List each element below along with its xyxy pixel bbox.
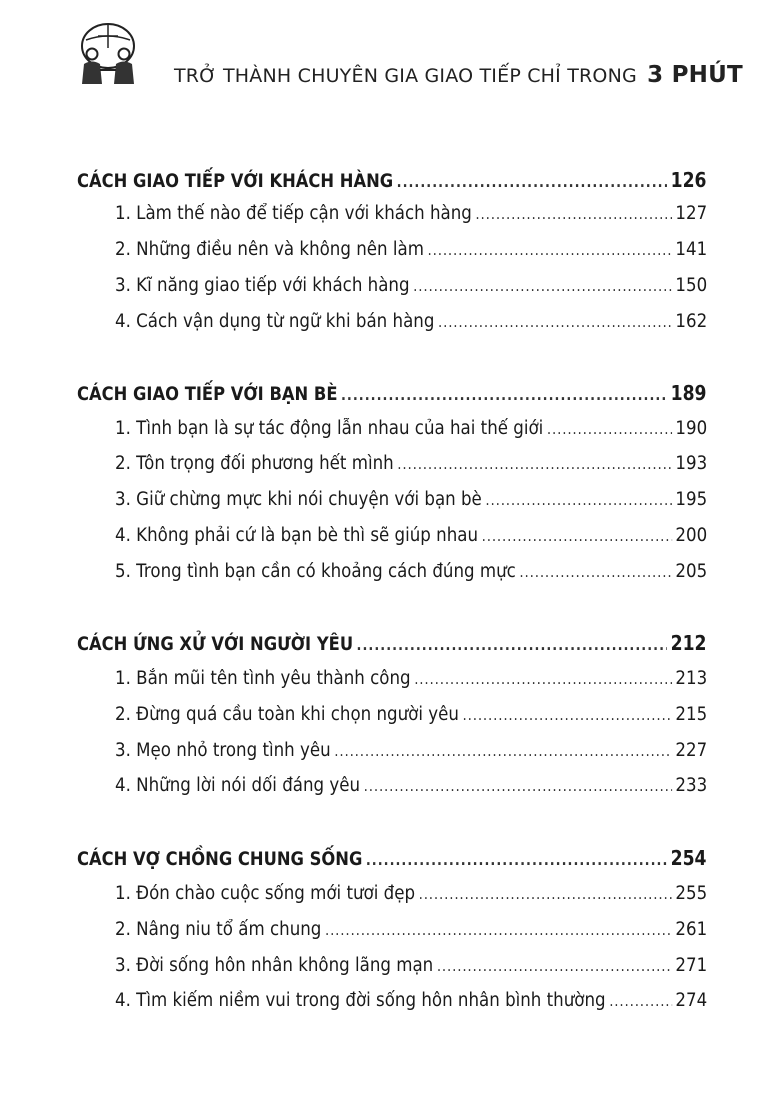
item-page: 127 (675, 203, 708, 224)
item-title: 1. Làm thế nào để tiếp cận với khách hàng (115, 203, 472, 224)
toc-item[interactable] (115, 883, 707, 904)
item-title: 3. Đời sống hôn nhân không lãng mạn (115, 955, 434, 976)
toc-item[interactable] (115, 239, 707, 260)
chapter-title: CÁCH GIAO TIẾP VỚI KHÁCH HÀNG (77, 170, 394, 192)
chapter-page: 189 (670, 381, 707, 405)
chapter-page: 212 (670, 631, 707, 655)
item-page: 193 (675, 453, 708, 474)
dot-leader (414, 670, 672, 688)
toc-item[interactable] (115, 203, 707, 224)
toc-item[interactable] (115, 740, 707, 761)
item-page: 261 (675, 919, 708, 940)
item-page: 141 (675, 239, 708, 260)
item-title: 4. Cách vận dụng từ ngữ khi bán hàng (115, 311, 435, 332)
dot-leader (413, 277, 672, 295)
item-page: 271 (675, 955, 708, 976)
item-title: 4. Tìm kiếm niềm vui trong đời sống hôn nhân bình thường (115, 990, 606, 1011)
dot-leader (609, 992, 672, 1010)
chapter-title: CÁCH VỢ CHỒNG CHUNG SỐNG (77, 848, 363, 870)
item-title: 2. Nâng niu tổ ấm chung (115, 919, 322, 940)
dot-leader (482, 527, 672, 545)
dot-leader (463, 706, 672, 724)
toc-item[interactable] (115, 311, 707, 332)
item-title: 2. Những điều nên và không nên làm (115, 239, 424, 260)
toc-item[interactable] (115, 990, 707, 1011)
book-title-text: TRỞ THÀNH CHUYÊN GIA GIAO TIẾP CHỈ TRONG (174, 65, 637, 87)
item-page: 195 (675, 489, 708, 510)
page-header (72, 18, 743, 98)
dot-leader (366, 851, 667, 869)
book-title (174, 62, 743, 88)
dot-leader (438, 313, 672, 331)
item-page: 227 (675, 740, 708, 761)
toc-item[interactable] (115, 775, 707, 796)
item-title: 2. Tôn trọng đối phương hết mình (115, 453, 394, 474)
two-people-with-globe-icon (72, 18, 144, 90)
chapter-title: CÁCH ỨNG XỬ VỚI NGƯỜI YÊU (77, 633, 354, 655)
toc-item[interactable] (115, 275, 707, 296)
item-page: 274 (675, 990, 708, 1011)
toc-item[interactable] (115, 955, 707, 976)
dot-leader (397, 455, 672, 473)
book-title-number: 3 (647, 62, 664, 88)
item-title: 2. Đừng quá cầu toàn khi chọn người yêu (115, 704, 459, 725)
toc-chapter[interactable] (77, 631, 707, 655)
dot-leader (419, 885, 672, 903)
dot-leader (364, 777, 672, 795)
chapter-title: CÁCH GIAO TIẾP VỚI BẠN BÈ (77, 383, 338, 405)
dot-leader (475, 205, 671, 223)
toc-item[interactable] (115, 489, 707, 510)
chapter-page: 126 (670, 168, 707, 192)
item-page: 233 (675, 775, 708, 796)
item-title: 3. Kĩ năng giao tiếp với khách hàng (115, 275, 410, 296)
dot-leader (519, 563, 671, 581)
dot-leader (428, 241, 672, 259)
item-page: 162 (675, 311, 708, 332)
dot-leader (325, 921, 672, 939)
toc-item[interactable] (115, 418, 707, 439)
toc-item[interactable] (115, 668, 707, 689)
item-title: 3. Mẹo nhỏ trong tình yêu (115, 740, 331, 761)
dot-leader (357, 636, 668, 654)
item-title: 1. Đón chào cuộc sống mới tươi đẹp (115, 883, 416, 904)
book-title-end: PHÚT (671, 62, 743, 88)
dot-leader (547, 420, 672, 438)
dot-leader (341, 386, 667, 404)
item-page: 205 (675, 561, 708, 582)
toc-item[interactable] (115, 919, 707, 940)
toc-chapter[interactable] (77, 381, 707, 405)
item-page: 200 (675, 525, 708, 546)
item-title: 1. Tình bạn là sự tác động lẫn nhau của hai thế giới (115, 418, 544, 439)
dot-leader (485, 491, 671, 509)
toc-item[interactable] (115, 561, 707, 582)
item-page: 255 (675, 883, 708, 904)
toc-chapter[interactable] (77, 846, 707, 870)
item-page: 150 (675, 275, 708, 296)
item-title: 3. Giữ chừng mực khi nói chuyện với bạn bè (115, 489, 482, 510)
item-page: 190 (675, 418, 708, 439)
toc-chapter[interactable] (77, 168, 707, 192)
toc-item[interactable] (115, 453, 707, 474)
item-title: 4. Những lời nói dối đáng yêu (115, 775, 361, 796)
dot-leader (397, 173, 668, 191)
dot-leader (334, 742, 672, 760)
item-title: 5. Trong tình bạn cần có khoảng cách đúng mực (115, 561, 516, 582)
toc-item[interactable] (115, 525, 707, 546)
item-title: 4. Không phải cứ là bạn bè thì sẽ giúp nhau (115, 525, 479, 546)
item-page: 213 (675, 668, 708, 689)
chapter-page: 254 (670, 846, 707, 870)
dot-leader (437, 957, 672, 975)
item-page: 215 (675, 704, 708, 725)
toc-item[interactable] (115, 704, 707, 725)
item-title: 1. Bắn mũi tên tình yêu thành công (115, 668, 411, 689)
